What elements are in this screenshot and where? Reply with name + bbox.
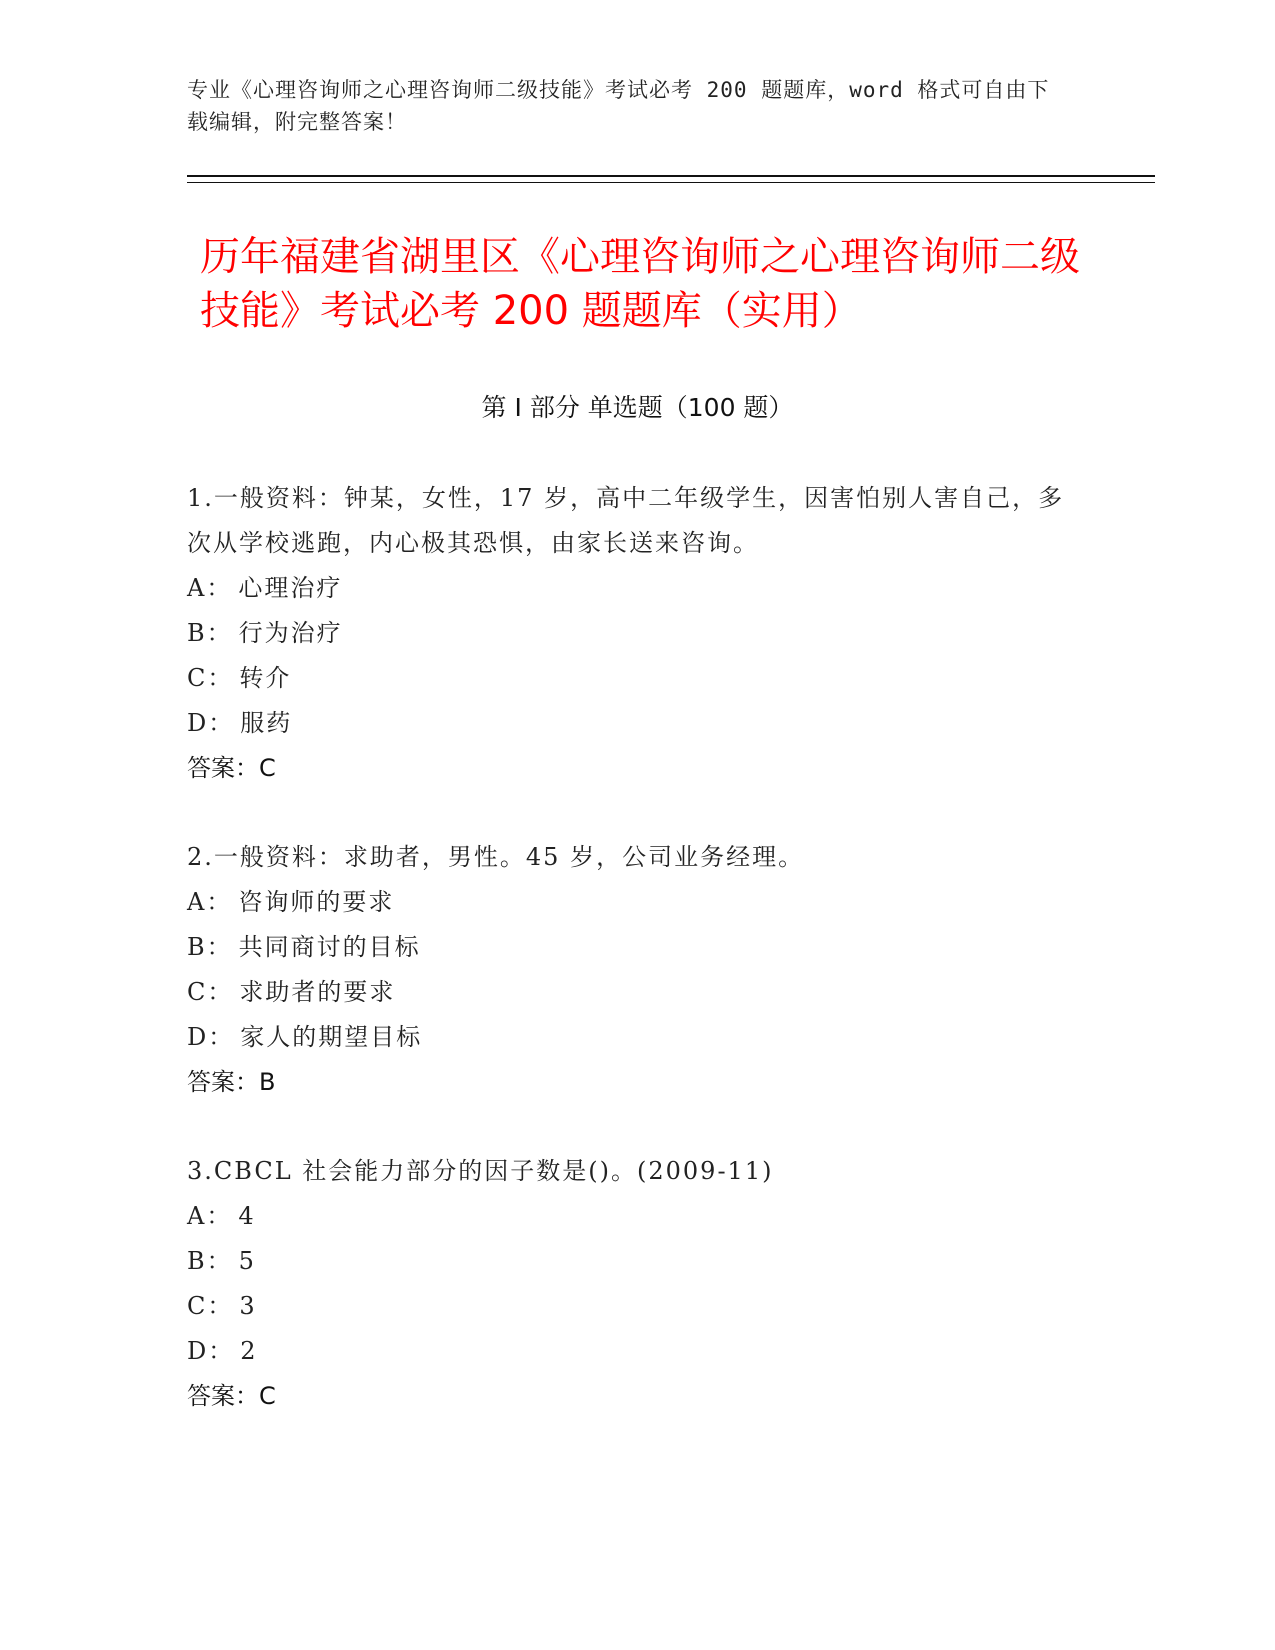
question-stem: 2.一般资料：求助者，男性。45 岁，公司业务经理。 (187, 843, 805, 871)
option-key: D： (187, 1337, 235, 1365)
question-3 (187, 1149, 1067, 1419)
option-c (187, 656, 1067, 701)
option-key: C： (187, 1292, 234, 1320)
header-rule-thick (187, 175, 1155, 177)
option-text: 家人的期望目标 (240, 1023, 423, 1051)
option-key: A： (187, 574, 233, 602)
option-text: 5 (238, 1247, 256, 1275)
answer-line: 答案：C (187, 1382, 276, 1410)
option-key: C： (187, 978, 234, 1006)
question-stem: 3.CBCL 社会能力部分的因子数是()。(2009-11) (187, 1157, 774, 1185)
option-a (187, 1194, 1067, 1239)
answer-line: 答案：B (187, 1068, 276, 1096)
option-text: 咨询师的要求 (238, 888, 395, 916)
header-rule-thin (187, 182, 1155, 183)
option-key: A： (187, 888, 233, 916)
option-d (187, 701, 1067, 746)
option-b (187, 1239, 1067, 1284)
answer-line: 答案：C (187, 754, 276, 782)
option-key: C： (187, 664, 234, 692)
section-heading: 第 I 部分 单选题（100 题） (481, 393, 794, 422)
option-text: 共同商讨的目标 (238, 933, 421, 961)
option-b (187, 925, 1067, 970)
option-d (187, 1015, 1067, 1060)
option-text: 2 (240, 1337, 258, 1365)
option-text: 转介 (239, 664, 292, 692)
option-text: 3 (239, 1292, 257, 1320)
document-intro: 专业《心理咨询师之心理咨询师二级技能》考试必考 200 题题库，word 格式可自由下载编辑，附完整答案！ (187, 78, 1050, 134)
option-c (187, 1284, 1067, 1329)
question-stem: 1.一般资料：钟某，女性，17 岁，高中二年级学生，因害怕别人害自己，多次从学校逃跑，内心极其恐惧，由家长送来咨询。 (187, 484, 1065, 557)
option-text: 行为治疗 (238, 619, 343, 647)
option-key: B： (187, 619, 233, 647)
option-text: 求助者的要求 (239, 978, 396, 1006)
option-text: 4 (238, 1202, 256, 1230)
option-key: B： (187, 1247, 233, 1275)
question-1 (187, 476, 1067, 791)
option-text: 心理治疗 (238, 574, 343, 602)
option-text: 服药 (240, 709, 293, 737)
option-key: D： (187, 1023, 235, 1051)
question-list (187, 476, 1067, 1463)
option-a (187, 566, 1067, 611)
option-b (187, 611, 1067, 656)
option-key: D： (187, 709, 235, 737)
option-c (187, 970, 1067, 1015)
question-2 (187, 835, 1067, 1105)
option-d (187, 1329, 1067, 1374)
option-key: B： (187, 933, 233, 961)
option-key: A： (187, 1202, 233, 1230)
option-a (187, 880, 1067, 925)
document-title: 历年福建省湖里区《心理咨询师之心理咨询师二级技能》考试必考 200 题题库（实用） (200, 234, 1080, 334)
